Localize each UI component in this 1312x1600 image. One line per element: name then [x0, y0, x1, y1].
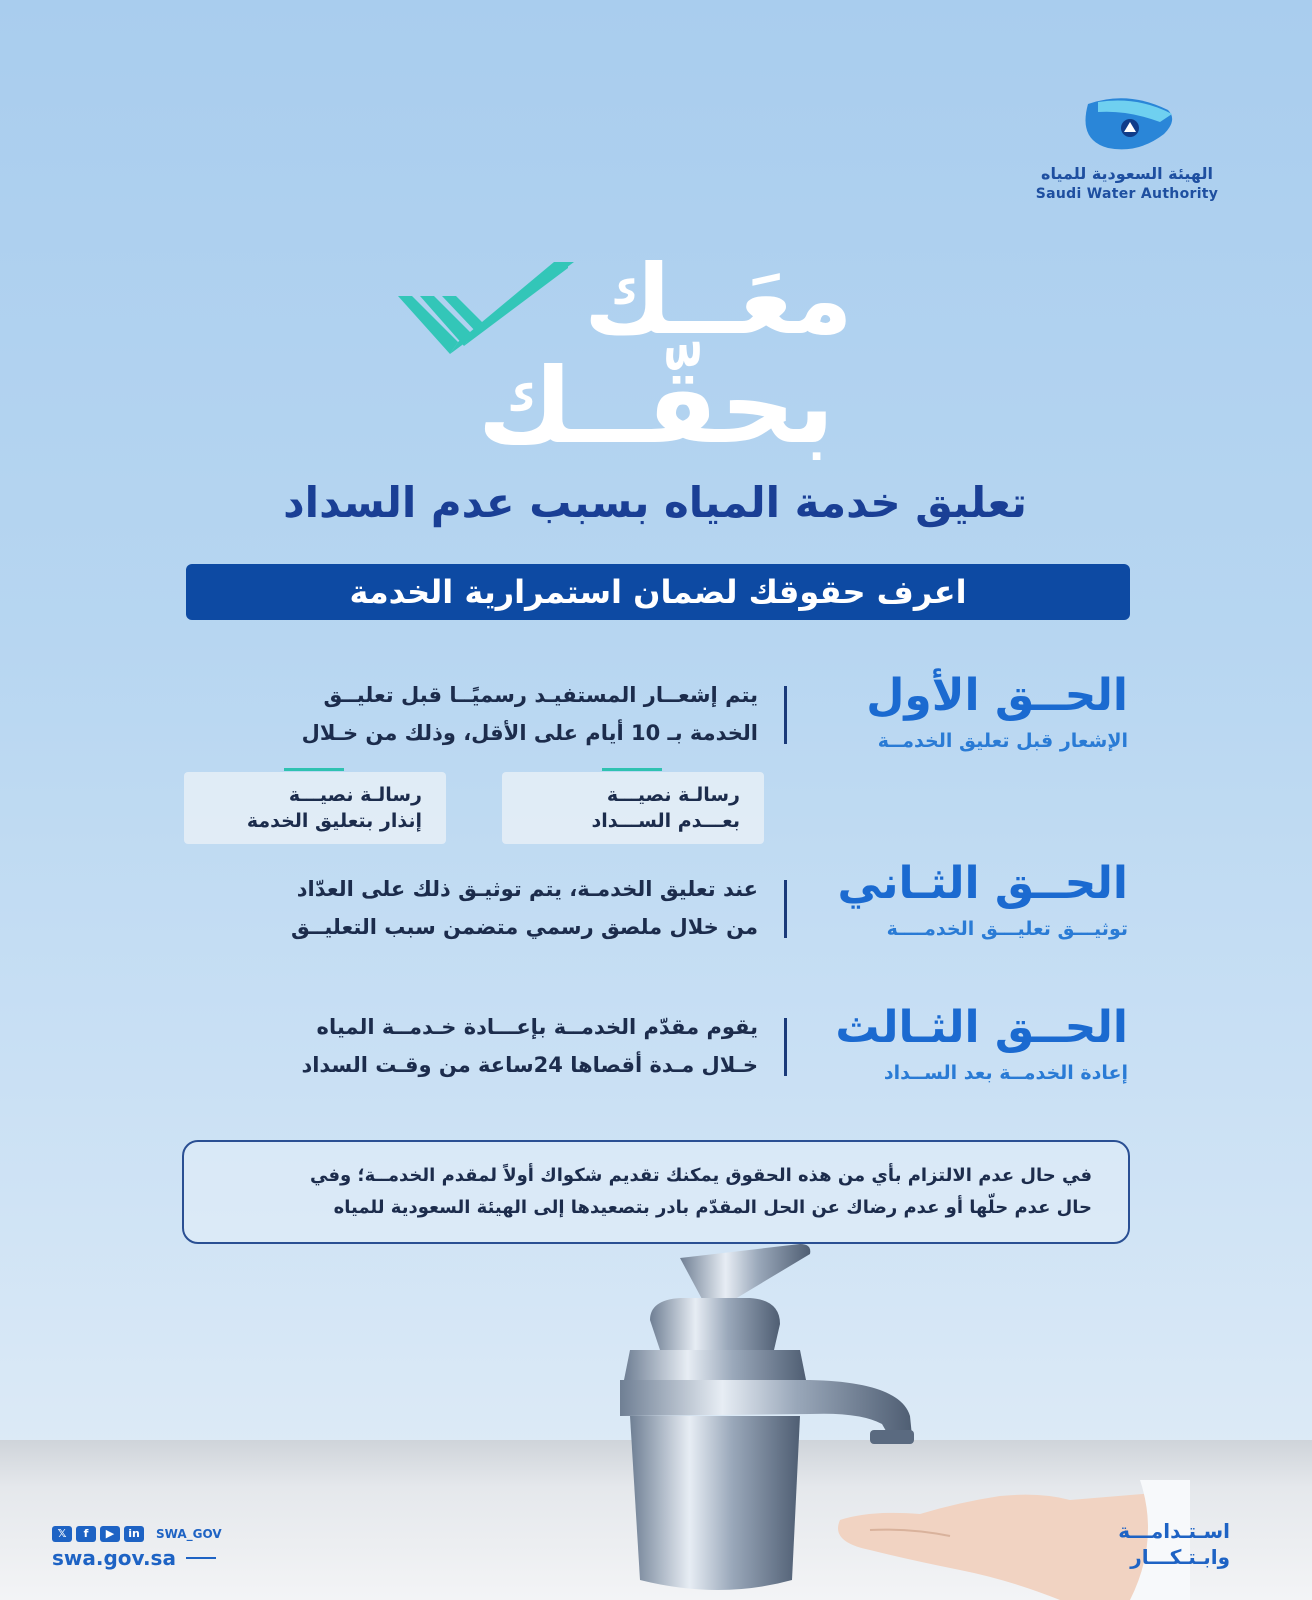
right-2-divider [784, 880, 787, 938]
slogan-line-1: اسـتـدامـــة [1118, 1519, 1230, 1543]
right-1-title: الحــق الأول [866, 670, 1128, 721]
right-1-heading [818, 672, 1128, 752]
hero-line-2: بحقّــك [477, 345, 835, 467]
right-1-divider [784, 686, 787, 744]
page-title: تعليق خدمة المياه بسبب عدم السداد [283, 478, 1027, 527]
sms-card-overdue [502, 772, 764, 844]
youtube-icon[interactable]: ▶ [100, 1526, 120, 1542]
facebook-icon[interactable]: f [76, 1526, 96, 1542]
right-3-divider [784, 1018, 787, 1076]
right-2-title: الحــق الثـاني [837, 858, 1128, 909]
slogan-line-2: وابـتـكـــار [1130, 1545, 1230, 1569]
right-1-description [168, 676, 758, 752]
sms-card-1-accent [602, 768, 662, 771]
right-2-desc-line-1: عند تعليق الخدمـة، يتم توثيـق ذلك على العدّاد [296, 877, 758, 901]
right-1-desc-line-1: يتم إشعــار المستفيـد رسميًــا قبل تعليــق [323, 683, 758, 707]
sms-card-warning [184, 772, 446, 844]
x-icon[interactable]: 𝕏 [52, 1526, 72, 1542]
right-2-desc-line-2: من خلال ملصق رسمي متضمن سبب التعليــق [291, 915, 758, 939]
sms-card-1-line-2: بعـــدم الســـداد [591, 810, 740, 832]
sms-card-2-accent [284, 768, 344, 771]
logo-name-ar: الهيئة السعودية للمياه [1041, 164, 1213, 183]
sms-card-2-line-1: رسالـة نصيـــة [288, 784, 422, 806]
right-3-title: الحــق الثـالث [835, 1002, 1128, 1053]
right-2-heading [788, 860, 1128, 940]
checkmark-stripes-icon [398, 262, 598, 354]
logo-name-en: Saudi Water Authority [1035, 186, 1219, 202]
right-2-description [168, 870, 758, 946]
right-3-heading [818, 1004, 1128, 1084]
complaint-note [182, 1140, 1130, 1244]
swa-logo-icon [1068, 92, 1188, 162]
note-line-1: في حال عدم الالتزام بأي من هذه الحقوق يمكنك تقديم شكواك أولاً لمقدم الخدمــة؛ وفي [310, 1165, 1092, 1186]
right-1-desc-line-2: الخدمة بـ 10 أيام على الأقل، وذلك من خـلال [301, 721, 758, 745]
right-2-subtitle: توثيـــق تعليـــق الخدمــــة [886, 918, 1128, 941]
right-3-description [168, 1008, 758, 1084]
right-3-subtitle: إعادة الخدمــة بعد الســداد [883, 1062, 1128, 1085]
footer-slogan [1070, 1518, 1230, 1570]
sms-card-2-line-2: إنذار بتعليق الخدمة [246, 810, 422, 832]
right-3-desc-line-1: يقوم مقدّم الخدمــة بإعـــادة خـدمــة المياه [316, 1015, 758, 1039]
note-line-2: حال عدم حلّها أو عدم رضاك عن الحل المقدّم بادر بتصعيدها إلى الهيئة السعودية للمياه [333, 1197, 1092, 1218]
swa-logo [1012, 92, 1242, 212]
social-handle[interactable]: SWA_GOV [156, 1527, 222, 1541]
hero-line-1: معَــك [584, 244, 853, 356]
sms-card-1-line-1: رسالـة نصيـــة [606, 784, 740, 806]
footer-social [52, 1526, 302, 1570]
subtitle-banner: اعرف حقوقك لضمان استمرارية الخدمة [186, 564, 1130, 620]
website-link[interactable]: swa.gov.sa [52, 1546, 176, 1570]
right-3-desc-line-2: خـلال مـدة أقصاها 24ساعة من وقـت السداد [301, 1053, 758, 1077]
website-dash [186, 1557, 216, 1559]
right-1-subtitle: الإشعار قبل تعليق الخدمــة [877, 730, 1128, 753]
linkedin-icon[interactable]: in [124, 1526, 144, 1542]
